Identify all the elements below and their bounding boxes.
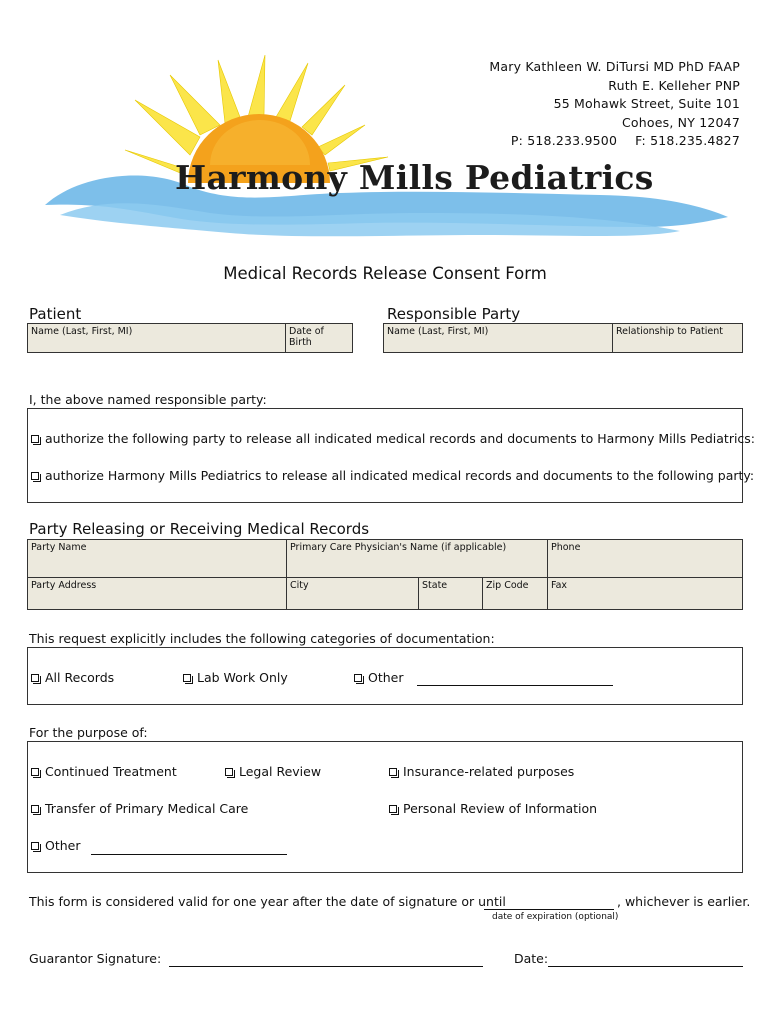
party-address-field[interactable] xyxy=(28,578,287,609)
responsible-name-label: Name (Last, First, MI) xyxy=(387,326,489,337)
relationship-label: Relationship to Patient xyxy=(616,326,723,337)
patient-dob-label: Date of Birth xyxy=(289,326,324,348)
relationship-field[interactable] xyxy=(613,324,742,352)
lab-work-option[interactable] xyxy=(183,670,288,685)
patient-heading: Patient xyxy=(29,305,82,323)
party-city-field[interactable] xyxy=(287,578,419,609)
checkbox-icon[interactable] xyxy=(389,768,397,776)
party-heading: Party Releasing or Receiving Medical Records xyxy=(29,520,370,538)
party-state-label: State xyxy=(422,580,448,591)
transfer-care-option[interactable] xyxy=(31,801,248,816)
checkbox-icon[interactable] xyxy=(31,768,39,776)
party-zip-label: Zip Code xyxy=(486,580,529,591)
party-name-field[interactable] xyxy=(28,540,287,577)
checkbox-icon[interactable] xyxy=(31,805,39,813)
party-fax-field[interactable] xyxy=(548,578,742,609)
city-state-zip: Cohoes, NY 12047 xyxy=(621,114,740,130)
contact-block xyxy=(489,58,740,151)
logo-text: Harmony Mills Pediatrics xyxy=(175,158,654,197)
checkbox-icon[interactable] xyxy=(31,842,39,850)
party-address-label: Party Address xyxy=(31,580,97,591)
doctor-name-2: Ruth E. Kelleher PNP xyxy=(608,77,740,93)
party-zip-field[interactable] xyxy=(483,578,548,609)
expiration-date-input[interactable] xyxy=(484,909,614,910)
party-row-2 xyxy=(28,578,742,609)
purpose-intro: For the purpose of: xyxy=(29,725,148,740)
signature-date-input[interactable] xyxy=(548,966,743,967)
checkbox-icon[interactable] xyxy=(31,435,39,443)
legal-review-label: Legal Review xyxy=(239,764,322,779)
phone-fax-line xyxy=(489,132,740,151)
expiration-hint: date of expiration (optional) xyxy=(492,912,619,922)
authorization-intro: I, the above named responsible party: xyxy=(29,392,267,407)
transfer-care-label: Transfer of Primary Medical Care xyxy=(45,801,249,816)
personal-review-label: Personal Review of Information xyxy=(403,801,598,816)
category-other-label: Other xyxy=(368,670,404,685)
street-address: 55 Mohawk Street, Suite 101 xyxy=(553,96,740,112)
party-phone-field[interactable] xyxy=(548,540,742,577)
form-title: Medical Records Release Consent Form xyxy=(223,264,547,283)
category-other-input[interactable] xyxy=(417,685,613,686)
party-state-field[interactable] xyxy=(419,578,483,609)
categories-intro: This request explicitly includes the following categories of documentation: xyxy=(29,631,495,646)
checkbox-icon[interactable] xyxy=(389,805,397,813)
responsible-name-field[interactable] xyxy=(384,324,613,352)
personal-review-option[interactable] xyxy=(389,801,597,816)
phone-number: P: 518.233.9500 xyxy=(510,133,618,149)
party-row-1 xyxy=(28,540,742,578)
checkbox-icon[interactable] xyxy=(354,674,362,682)
party-name-label: Party Name xyxy=(31,542,87,553)
party-fax-label: Fax xyxy=(551,580,568,591)
authorize-hmp-release-option[interactable] xyxy=(31,468,754,483)
party-city-label: City xyxy=(290,580,309,591)
authorize-hmp-release-label: authorize Harmony Mills Pediatrics to release all indicated medical records and documents to the following party: xyxy=(45,468,755,483)
continued-treatment-label: Continued Treatment xyxy=(45,764,177,779)
checkbox-icon[interactable] xyxy=(183,674,191,682)
continued-treatment-option[interactable] xyxy=(31,764,177,779)
doctor-name-1: Mary Kathleen W. DiTursi MD PhD FAAP xyxy=(489,59,740,74)
category-other-option[interactable] xyxy=(354,670,404,685)
patient-dob-field[interactable] xyxy=(286,324,352,352)
purpose-other-input[interactable] xyxy=(91,854,287,855)
validity-text: This form is considered valid for one year after the date of signature or until xyxy=(29,894,506,909)
pcp-name-label: Primary Care Physician's Name (if applicable) xyxy=(290,542,507,553)
authorize-release-to-hmp-option[interactable] xyxy=(31,431,755,446)
patient-name-field[interactable] xyxy=(28,324,286,352)
purpose-box xyxy=(27,741,743,873)
authorize-release-to-hmp-label: authorize the following party to release all indicated medical records and documents to Harmony Mills Pediatrics: xyxy=(45,431,756,446)
party-fields xyxy=(27,539,743,610)
patient-name-label: Name (Last, First, MI) xyxy=(31,326,133,337)
patient-fields xyxy=(27,323,353,353)
fax-number: F: 518.235.4827 xyxy=(635,133,740,149)
lab-work-label: Lab Work Only xyxy=(197,670,288,685)
responsible-party-fields xyxy=(383,323,743,353)
guarantor-signature-input[interactable] xyxy=(169,966,483,967)
party-phone-label: Phone xyxy=(551,542,581,553)
checkbox-icon[interactable] xyxy=(31,472,39,480)
all-records-label: All Records xyxy=(45,670,115,685)
legal-review-option[interactable] xyxy=(225,764,321,779)
insurance-label: Insurance-related purposes xyxy=(403,764,575,779)
all-records-option[interactable] xyxy=(31,670,114,685)
guarantor-signature-label: Guarantor Signature: xyxy=(29,951,162,966)
checkbox-icon[interactable] xyxy=(225,768,233,776)
authorization-box xyxy=(27,408,756,503)
categories-box xyxy=(27,647,743,705)
purpose-other-label: Other xyxy=(45,838,81,853)
validity-suffix: , whichever is earlier. xyxy=(617,894,751,909)
pcp-name-field[interactable] xyxy=(287,540,548,577)
insurance-option[interactable] xyxy=(389,764,574,779)
purpose-other-option[interactable] xyxy=(31,838,81,853)
checkbox-icon[interactable] xyxy=(31,674,39,682)
signature-date-label: Date: xyxy=(514,951,549,966)
responsible-party-heading: Responsible Party xyxy=(387,305,521,323)
